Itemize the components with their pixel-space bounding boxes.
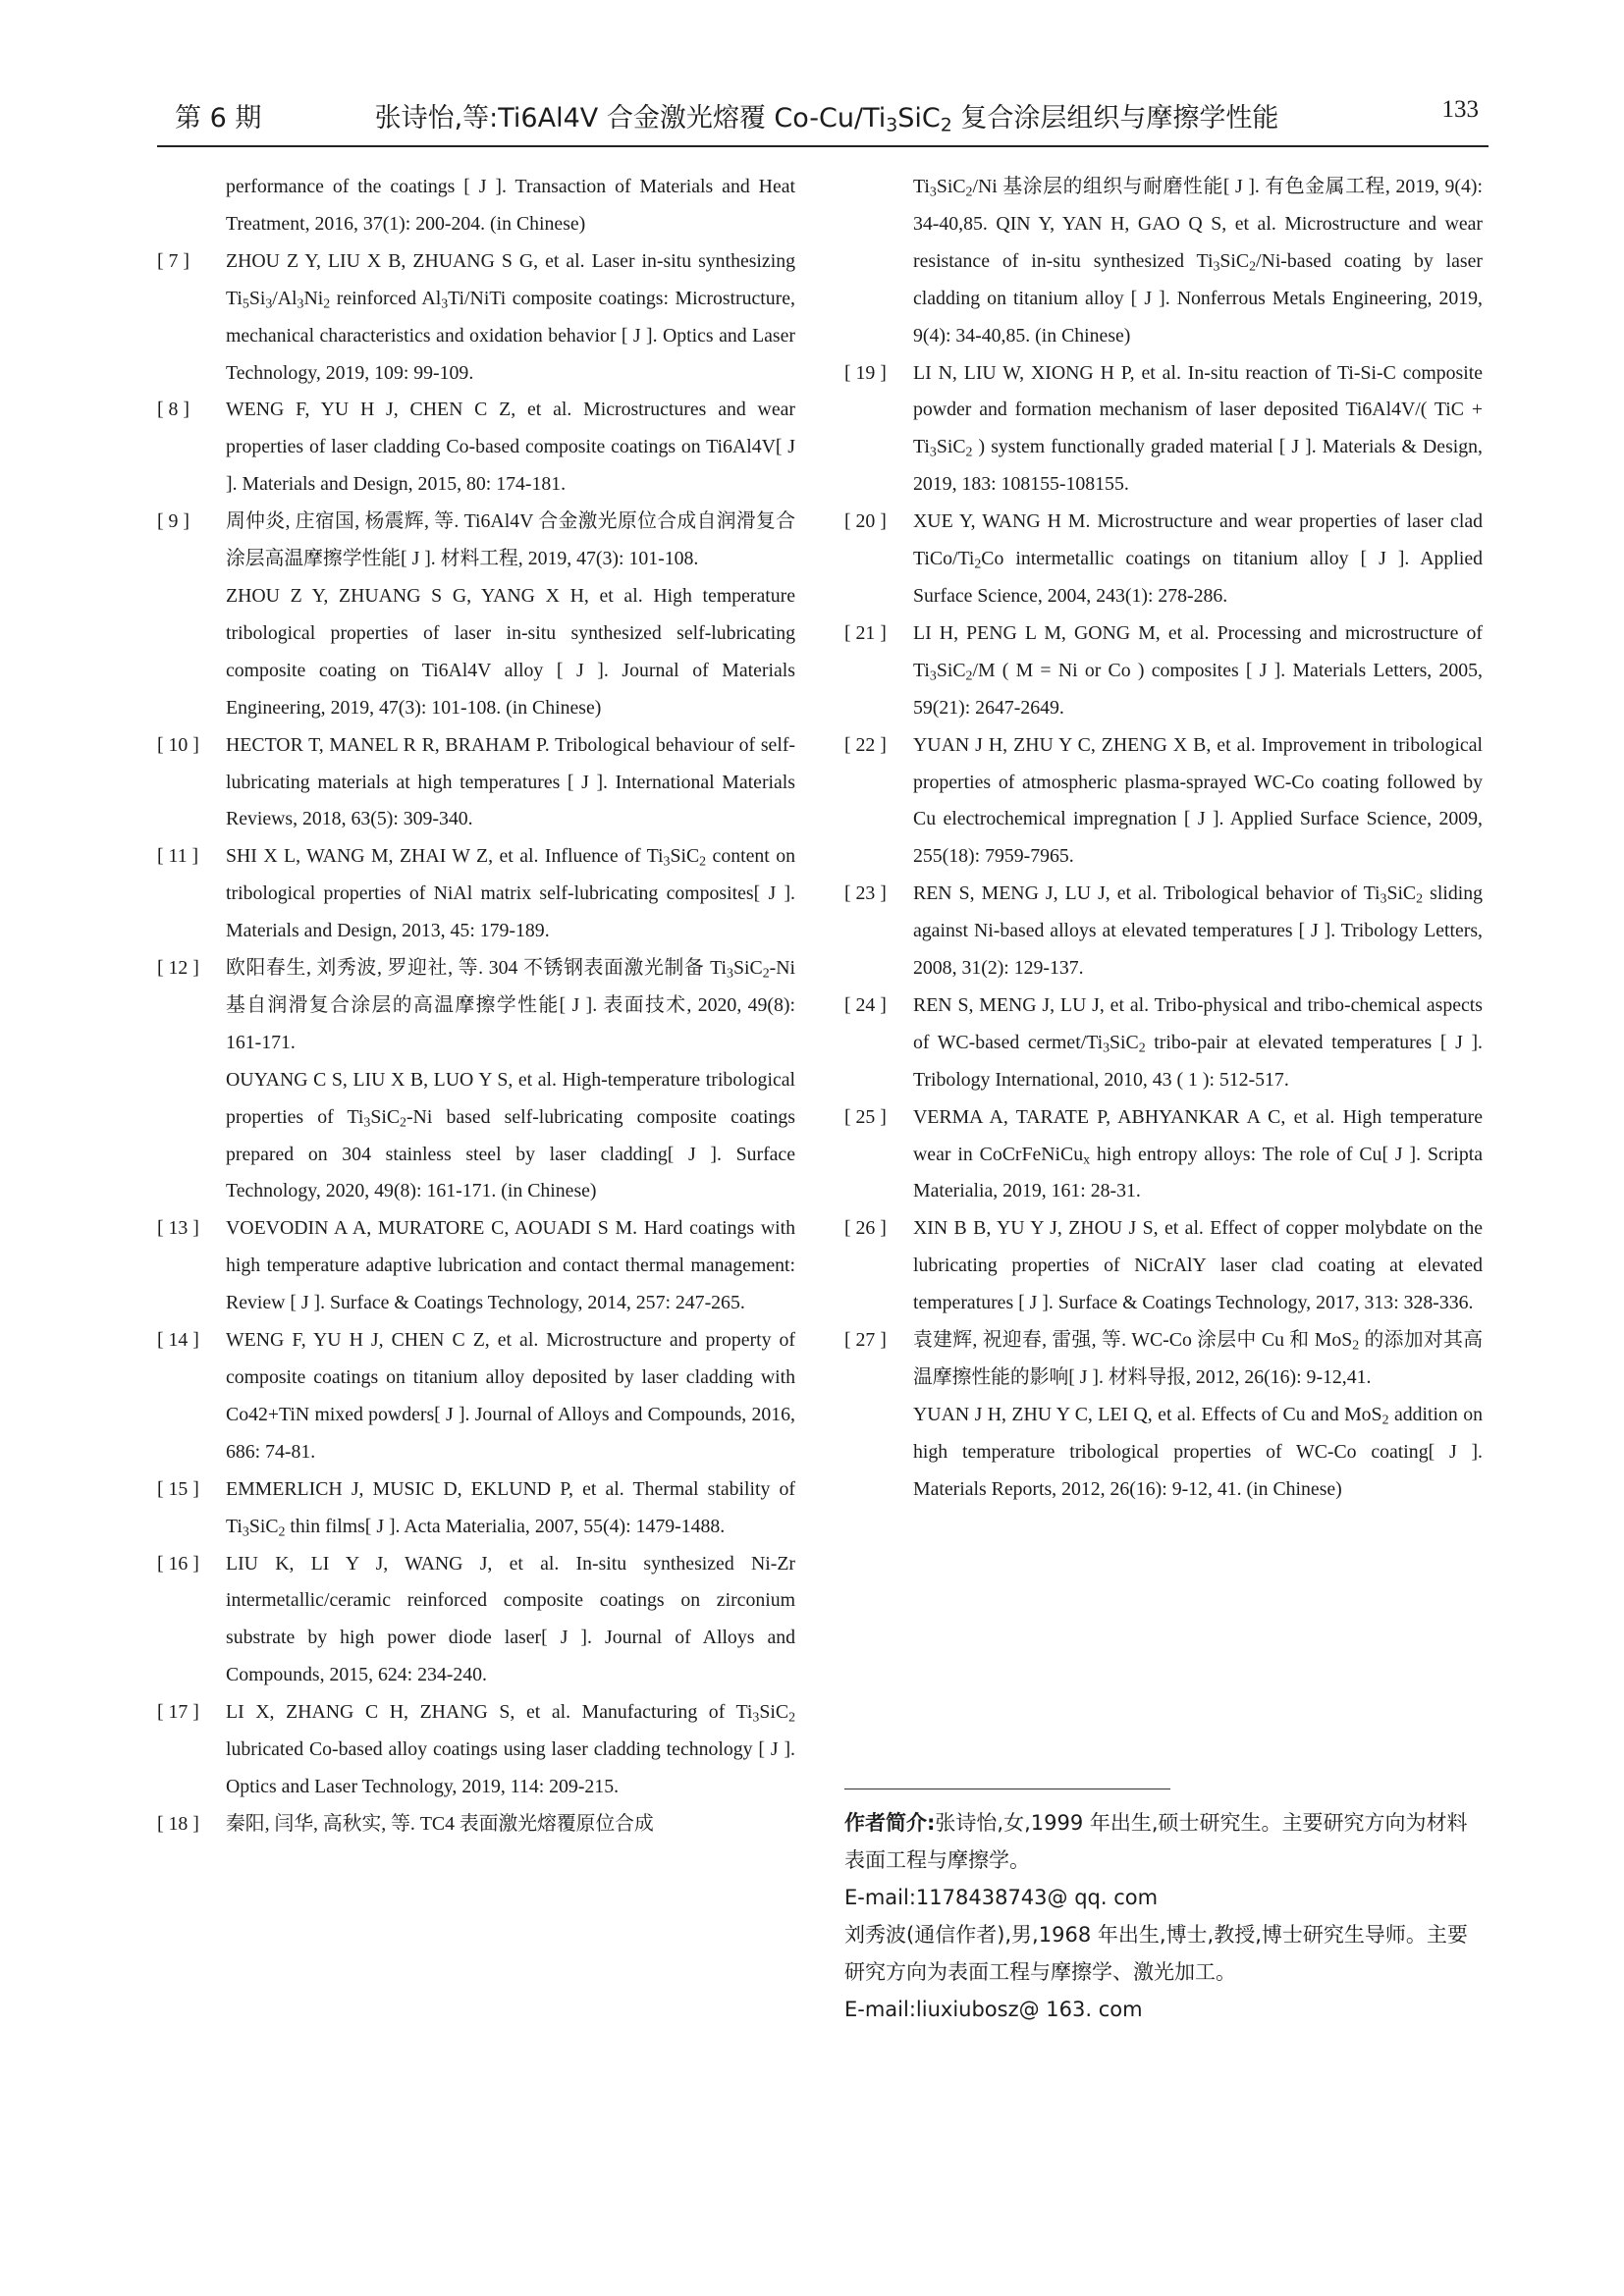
reference-8: [ 8 ] WENG F, YU H J, CHEN C Z, et al. Microstructures and wear properties of laser cladding Co-based composite coatings on Ti6Al4V[ J ]. Materials and Design, 2015, 80: 174-181.: [157, 392, 795, 504]
reference-number: [ 25 ]: [844, 1105, 887, 1128]
reference-27: [ 27 ] 袁建辉, 祝迎春, 雷强, 等. WC-Co 涂层中 Cu 和 MoS$_2$ 的添加对其高温摩擦性能的影响[ J ]. 材料导报, 2012, 26(16): 9-12,41. YUAN J H, ZHU Y C, LEI Q, et al. Effects of Cu and MoS$_2$ addition on high temperature tribological properties of WC-Co coating[ J ]. Materials Reports, 2012, 26(16): 9-12, 41. (in Chinese): [844, 1322, 1483, 1509]
author-2-bio: 刘秀波(通信作者),男,1968 年出生,博士,教授,博士研究生导师。主要研究方向为表面工程与摩擦学、激光加工。: [844, 1923, 1468, 1984]
reference-number: [ 15 ]: [157, 1477, 199, 1500]
reference-number: [ 7 ]: [157, 249, 189, 272]
reference-24: [ 24 ] REN S, MENG J, LU J, et al. Tribo-physical and tribo-chemical aspects of WC-based cermet/$Ti_3SiC_2$ tribo-pair at elevated temperatures [ J ]. Tribology International, 2010, 43 ( 1 ): 512-517.: [844, 988, 1483, 1099]
reference-number: [ 10 ]: [157, 733, 199, 756]
reference-18: [ 18 ] 秦阳, 闫华, 高秋实, 等. TC4 表面激光熔覆原位合成: [157, 1806, 795, 1843]
reference-number: [ 19 ]: [844, 361, 887, 384]
journal-issue: 第 6 期: [175, 103, 262, 133]
right-column: [844, 169, 1483, 1509]
reference-20: [ 20 ] XUE Y, WANG H M. Microstructure and wear properties of laser clad TiCo/$Ti_2Co$ intermetallic coatings on titanium alloy [ J ]. Applied Surface Science, 2004, 243(1): 278-286.: [844, 504, 1483, 615]
reference-10: [ 10 ] HECTOR T, MANEL R R, BRAHAM P. Tribological behaviour of self-lubricating materials at high temperatures [ J ]. International Materials Reviews, 2018, 63(5): 309-340.: [157, 727, 795, 839]
reference-number: [ 24 ]: [844, 993, 887, 1016]
author-1-email: E-mail:1178438743@ qq. com: [844, 1886, 1159, 1909]
reference-number: [ 14 ]: [157, 1329, 199, 1352]
reference-26: [ 26 ] XIN B B, YU Y J, ZHOU J S, et al. Effect of copper molybdate on the lubricating properties of NiCrAlY laser clad coating at elevated temperatures [ J ]. Surface & Coatings Technology, 2017, 313: 328-336.: [844, 1210, 1483, 1322]
reference-17: [ 17 ] LI X, ZHANG C H, ZHANG S, et al. Manufacturing of $Ti_3SiC_2$ lubricated Co-based alloy coatings using laser cladding technology [ J ]. Optics and Laser Technology, 2019, 114: 209-215.: [157, 1694, 795, 1806]
reference-number: [ 23 ]: [844, 882, 887, 905]
reference-number: [ 17 ]: [157, 1701, 199, 1724]
left-column: [157, 169, 795, 1843]
reference-continuation: performance of the coatings [ J ]. Transaction of Materials and Heat Treatment, 2016, 37(1): 200-204. (in Chinese): [226, 176, 795, 235]
reference-23: [ 23 ] REN S, MENG J, LU J, et al. Tribological behavior of $Ti_3SiC_2$ sliding against Ni-based alloys at elevated temperatures [ J ]. Tribology Letters, 2008, 31(2): 129-137.: [844, 876, 1483, 988]
header-rule: [157, 145, 1489, 147]
reference-19: [ 19 ] LI N, LIU W, XIONG H P, et al. In-situ reaction of Ti-Si-C composite powder and formation mechanism of laser deposited Ti6Al4V/( TiC + $Ti_3SiC_2$ ) system functionally graded material [ J ]. Materials & Design, 2019, 183: 108155-108155.: [844, 355, 1483, 505]
reference-number: [ 27 ]: [844, 1329, 887, 1352]
reference-25: [ 25 ] VERMA A, TARATE P, ABHYANKAR A C, et al. High temperature wear in CoCrFeNiCu$_x$ high entropy alloys: The role of Cu[ J ]. Scripta Materialia, 2019, 161: 28-31.: [844, 1099, 1483, 1211]
reference-number: [ 21 ]: [844, 621, 887, 644]
author-info-label: 作者简介:: [844, 1811, 936, 1835]
reference-18-continuation: $Ti_3SiC_2/Ni$ 基涂层的组织与耐磨性能[ J ]. 有色金属工程, 2019, 9(4): 34-40,85. QIN Y, YAN H, GAO Q S, et al. Microstructure and wear resistance of in-situ synthesized $Ti_3SiC_2/Ni$-based coating by laser cladding on titanium alloy [ J ]. Nonferrous Metals Engineering, 2019, 9(4): 34-40,85. (in Chinese): [913, 176, 1483, 347]
reference-number: [ 12 ]: [157, 957, 199, 980]
reference-number: [ 9 ]: [157, 510, 189, 533]
author-info: [844, 1804, 1483, 2028]
reference-7: [ 7 ] ZHOU Z Y, LIU X B, ZHUANG S G, et al. Laser in-situ synthesizing $Ti_5Si_3/Al_3Ni_2$ reinforced $Al_3Ti$/NiTi composite coatings: Microstructure, mechanical characteristics and oxidation behavior [ J ]. Optics and Laser Technology, 2019, 109: 99-109.: [157, 243, 795, 393]
author-1-bio: 作者简介:张诗怡,女,1999 年出生,硕士研究生。主要研究方向为材料表面工程与摩擦学。: [844, 1811, 1468, 1872]
reference-22: [ 22 ] YUAN J H, ZHU Y C, ZHENG X B, et al. Improvement in tribological properties of atmospheric plasma-sprayed WC-Co coating followed by Cu electrochemical impregnation [ J ]. Applied Surface Science, 2009, 255(18): 7959-7965.: [844, 727, 1483, 877]
reference-number: [ 18 ]: [157, 1812, 199, 1835]
running-title: 张诗怡,等:Ti6Al4V 合金激光熔覆 $Co-Cu/Ti_3SiC_2$ 复合涂层组织与摩擦学性能: [374, 103, 1279, 136]
reference-16: [ 16 ] LIU K, LI Y J, WANG J, et al. In-situ synthesized Ni-Zr intermetallic/ceramic reinforced composite coatings on zirconium substrate by high power diode laser[ J ]. Journal of Alloys and Compounds, 2015, 624: 234-240.: [157, 1546, 795, 1695]
reference-9: [ 9 ] 周仲炎, 庄宿国, 杨震辉, 等. Ti6Al4V 合金激光原位合成自润滑复合涂层高温摩擦学性能[ J ]. 材料工程, 2019, 47(3): 101-108. ZHOU Z Y, ZHUANG S G, YANG X H, et al. High temperature tribological properties of laser in-situ synthesized self-lubricating composite coating on Ti6Al4V alloy [ J ]. Journal of Materials Engineering, 2019, 47(3): 101-108. (in Chinese): [157, 504, 795, 726]
reference-number: [ 26 ]: [844, 1217, 887, 1240]
reference-11: [ 11 ] SHI X L, WANG M, ZHAI W Z, et al. Influence of $Ti_3SiC_2$ content on tribological properties of NiAl matrix self-lubricating composites[ J ]. Materials and Design, 2013, 45: 179-189.: [157, 838, 795, 950]
reference-number: [ 8 ]: [157, 399, 189, 421]
reference-number: [ 16 ]: [157, 1552, 199, 1575]
reference-number: [ 22 ]: [844, 733, 887, 756]
reference-number: [ 13 ]: [157, 1217, 199, 1240]
page-number: 133: [1441, 96, 1479, 123]
reference-number: [ 11 ]: [157, 845, 199, 868]
author-2-email: E-mail:liuxiubosz@ 163. com: [844, 1998, 1143, 2021]
reference-number: [ 20 ]: [844, 510, 887, 533]
running-header: [175, 96, 1479, 135]
reference-13: [ 13 ] VOEVODIN A A, MURATORE C, AOUADI S M. Hard coatings with high temperature adaptive lubrication and contact thermal management: Review [ J ]. Surface & Coatings Technology, 2014, 257: 247-265.: [157, 1210, 795, 1322]
reference-15: [ 15 ] EMMERLICH J, MUSIC D, EKLUND P, et al. Thermal stability of $Ti_3SiC_2$ thin films[ J ]. Acta Materialia, 2007, 55(4): 1479-1488.: [157, 1471, 795, 1546]
reference-21: [ 21 ] LI H, PENG L M, GONG M, et al. Processing and microstructure of $Ti_3SiC_2/M$ ( M = Ni or Co ) composites [ J ]. Materials Letters, 2005, 59(21): 2647-2649.: [844, 615, 1483, 727]
reference-12: [ 12 ] 欧阳春生, 刘秀波, 罗迎社, 等. 304 不锈钢表面激光制备 $Ti_3SiC_2-Ni$ 基自润滑复合涂层的高温摩擦学性能[ J ]. 表面技术, 2020, 49(8): 161-171. OUYANG C S, LIU X B, LUO Y S, et al. High-temperature tribological properties of $Ti_3SiC_2-Ni$ based self-lubricating composite coatings prepared on 304 stainless steel by laser cladding[ J ]. Surface Technology, 2020, 49(8): 161-171. (in Chinese): [157, 950, 795, 1210]
reference-14: [ 14 ] WENG F, YU H J, CHEN C Z, et al. Microstructure and property of composite coatings on titanium alloy deposited by laser cladding with Co42+TiN mixed powders[ J ]. Journal of Alloys and Compounds, 2016, 686: 74-81.: [157, 1322, 795, 1471]
